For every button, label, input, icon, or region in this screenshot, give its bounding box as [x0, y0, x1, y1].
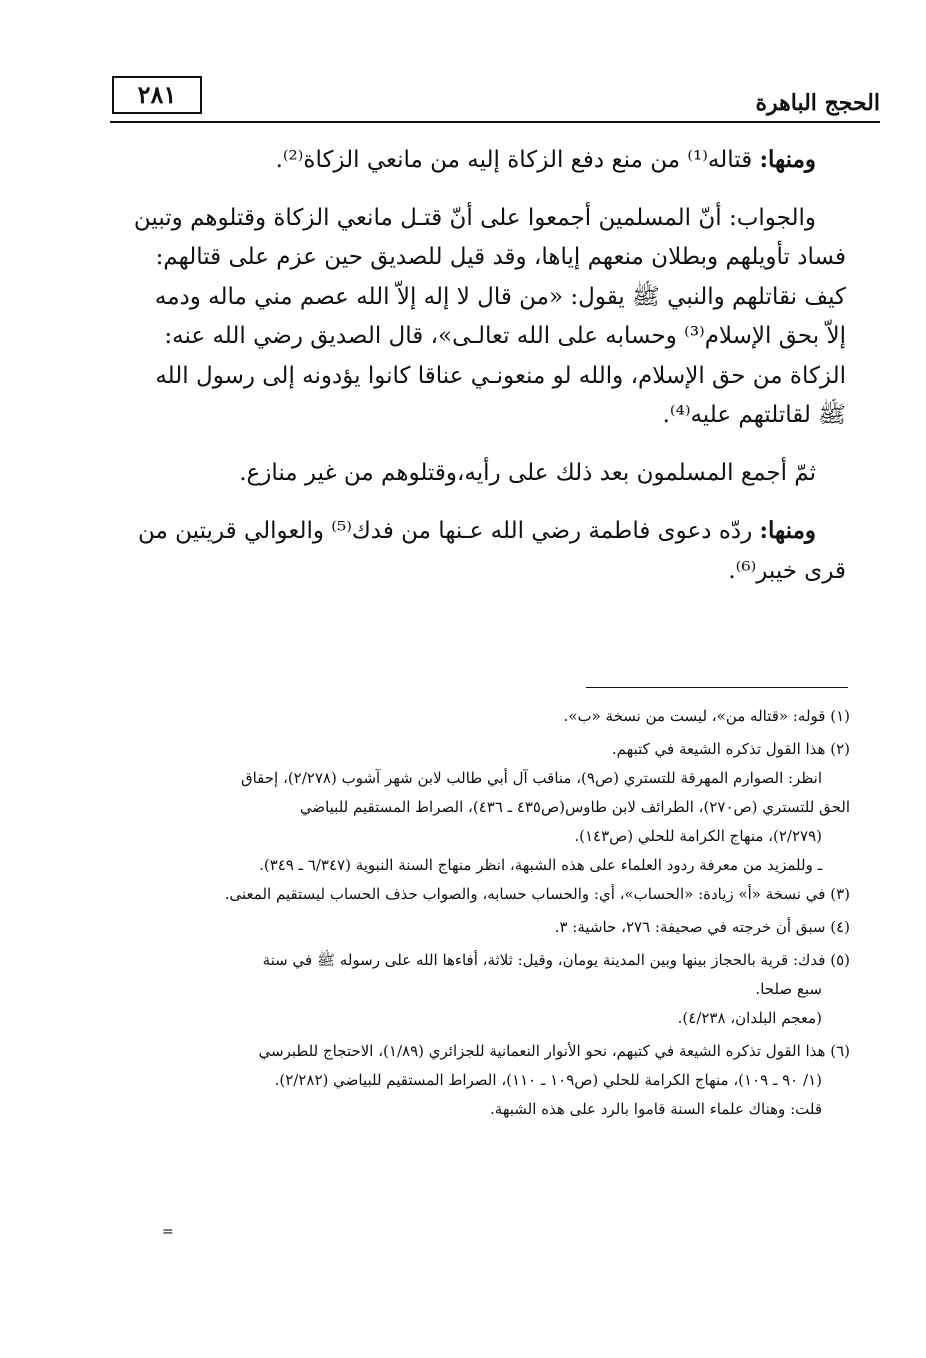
paragraph-line: إلاّ بحق الإسلام⁽³⁾ وحسابه على الله تعالـى»، قال الصديق رضي الله عنه: — [164, 323, 846, 349]
paragraph-line: قرى خيبر⁽⁶⁾. — [728, 557, 846, 584]
footnote-2-line: ـ وللمزيد من معرفة ردود العلماء على هذه الشبهة، انظر منهاج السنة النبوية (٦/٣٤٧ ـ ٣٤٩). — [259, 856, 822, 874]
main-text — [108, 140, 846, 609]
paragraph-1 — [108, 140, 846, 181]
paragraph-lead: ومنها: — [759, 517, 816, 544]
page-header — [110, 70, 880, 122]
paragraph-line: كيف نقاتلهم والنبي ﷺ يقول: «من قال لا إله إلاّ الله عصم مني ماله ودمه — [154, 283, 846, 310]
paragraph-lead: ومنها: — [759, 146, 816, 173]
footnote-6-line: قلت: وهناك علماء السنة قاموا بالرد على هذه الشبهة. — [490, 1100, 822, 1118]
header-rule — [110, 121, 880, 123]
footnote-2: (٢) هذا القول تذكره الشيعة في كتبهم. — [611, 740, 850, 758]
paragraph-line: والجواب: أنّ المسلمين أجمعوا على أنّ قتـل مانعي الزكاة وقتلوهم وتبين — [133, 204, 816, 231]
paragraph-line: الزكاة من حق الإسلام، والله لو منعونـي عناقا كانوا يؤدونه إلى رسول الله — [155, 362, 846, 389]
footnote-6-line: (١/ ٩٠ ـ ١٠٩)، منهاج الكرامة للحلي (ص١٠٩ ـ ١١٠)، الصراط المستقيم للبياضي (٢/٢٨٢). — [274, 1071, 822, 1089]
footnote-2-line: الحق للتستري (ص٢٧٠)، الطرائف لابن طاوس(ص٤٣٥ ـ ٤٣٦)، الصراط المستقيم للبياضي — [299, 798, 850, 816]
footnote-1: (١) قوله: «قتاله من»، ليست من نسخة «ب». — [563, 707, 850, 725]
paragraph-line — [108, 140, 816, 181]
paragraph-line: ثمّ أجمع المسلمون بعد ذلك على رأيه،وقتلوهم من غير منازع. — [239, 459, 816, 486]
footnotes — [112, 702, 850, 1124]
paragraph-2 — [108, 199, 846, 436]
footnote-separator — [586, 687, 848, 688]
paragraph-line: ﷺ لقاتلتهم عليه⁽⁴⁾. — [662, 402, 846, 428]
footnote-5: (٥) فدك: قرية بالحجاز بينها وبين المدينة يومان، وقيل: ثلاثة، أفاءها الله على رسوله ﷺ في سنة — [262, 951, 850, 969]
footnote-5-line: سبع صلحا. — [755, 980, 822, 998]
page-number: ٢٨١ — [112, 76, 202, 114]
running-title: الحجج الباهرة — [755, 90, 880, 116]
footnote-3: (٣) في نسخة «أ» زيادة: «الحساب»، أي: والحساب حسابه، والصواب حذف الحساب ليستقيم المعنى. — [224, 885, 850, 903]
paragraph-line — [108, 511, 846, 552]
paragraph-text: ردّه دعوى فاطمة رضي الله عـنها من فدك⁽⁵⁾ والعوالي قريتين من — [138, 518, 753, 544]
stray-mark: = — [162, 1224, 174, 1240]
paragraph-3 — [108, 454, 846, 494]
footnote-4: (٤) سبق أن خرجته في صحيفة: ٢٧٦، حاشية: ٣. — [554, 918, 850, 936]
footnote-5-line: (معجم البلدان، ٤/٢٣٨). — [677, 1009, 822, 1027]
footnote-2-line: (٢/٢٧٩)، منهاج الكرامة للحلي (ص١٤٣). — [574, 827, 822, 845]
paragraph-text: قتاله⁽¹⁾ من منع دفع الزكاة إليه من مانعي الزكاة⁽²⁾. — [275, 147, 753, 173]
footnote-2-line: انظر: الصوارم المهرقة للتستري (ص٩)، مناقب آل أبي طالب لابن شهر آشوب (٢/٢٧٨)، إحقاق — [240, 769, 822, 787]
footnote-6: (٦) هذا القول تذكره الشيعة في كتبهم، نحو الأنوار النعمانية للجزائري (١/٨٩)، الاحتجاج للطبرسي — [258, 1042, 850, 1060]
paragraph-line: فساد تأويلهم وبطلان منعهم إياها، وقد قيل للصديق حين عزم على قتالهم: — [155, 244, 846, 270]
paragraph-4 — [108, 511, 846, 591]
